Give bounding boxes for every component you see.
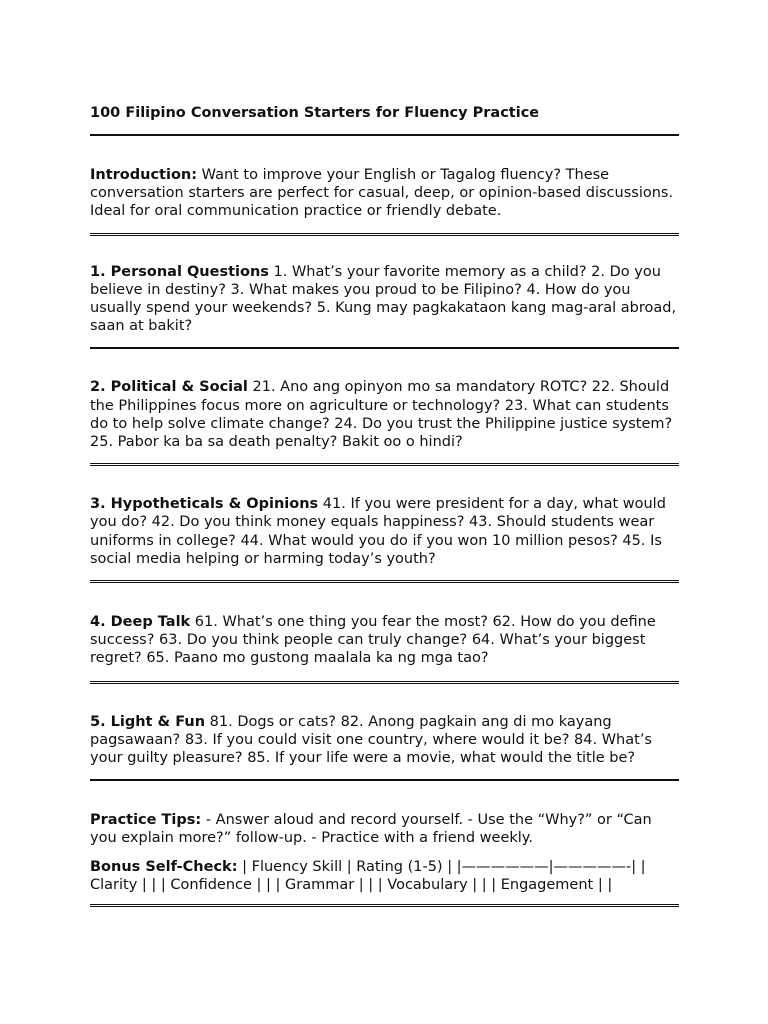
section-heading: 1. Personal Questions — [90, 263, 269, 280]
section-heading: 5. Light & Fun — [90, 713, 206, 730]
section-paragraph — [90, 378, 679, 451]
section-paragraph — [90, 613, 679, 668]
section-deep-talk — [90, 583, 679, 681]
section-political-social — [90, 349, 679, 463]
document-page — [90, 103, 679, 907]
tips-heading: Practice Tips: — [90, 812, 202, 829]
section-paragraph — [90, 495, 679, 568]
section-personal-questions — [90, 236, 679, 348]
divider-double — [90, 904, 679, 907]
intro-heading: Introduction: — [90, 167, 198, 183]
section-text: 81. Dogs or cats? 82. Anong pagkain ang di mo kayang pagsawaan? 83. If you could visit one country, where would it be? 84. What’s your guilty pleasure? 85. If your life were a movie, what would the title be? — [90, 713, 652, 767]
section-paragraph — [90, 263, 679, 336]
section-text: 21. Ano ang opinyon mo sa mandatory ROTC? 22. Should the Philippines focus more on agriculture or technology? 23. What can students do to help solve climate change? 24. Do you trust the Philippine justice system? 25. Pabor ka ba sa death penalty? Bakit oo o hindi? — [90, 379, 673, 451]
section-heading: 2. Political & Social — [90, 379, 248, 396]
section-text: 61. What’s one thing you fear the most? 62. How do you define success? 63. Do you think people can truly change? 64. What’s your biggest regret? 65. Paano mo gustong maalala ka ng mga tao? — [90, 614, 656, 667]
section-heading: 3. Hypotheticals & Opinions — [90, 496, 319, 513]
practice-tips-section — [90, 781, 679, 904]
tips-paragraph — [90, 811, 679, 847]
intro-section — [90, 136, 679, 233]
document-title: 100 Filipino Conversation Starters for Fluency Practice — [90, 105, 540, 121]
section-text: 1. What’s your favorite memory as a child? 2. Do you believe in destiny? 3. What makes you proud to be Filipino? 4. How do you usually spend your weekends? 5. Kung may pagkakataon kang mag-aral abroad, saan at bakit? — [90, 263, 677, 335]
intro-text: Want to improve your English or Tagalog fluency? These conversation starters are perfect for casual, deep, or opinion-based discussions. Ideal for oral communication practice or friendly debate. — [90, 167, 674, 220]
intro-paragraph — [90, 166, 679, 221]
section-paragraph — [90, 713, 679, 768]
section-hypotheticals-opinions — [90, 466, 679, 580]
bonus-heading: Bonus Self-Check: — [90, 858, 238, 875]
section-light-fun — [90, 684, 679, 780]
section-heading: 4. Deep Talk — [90, 614, 191, 631]
bonus-paragraph — [90, 858, 679, 894]
tips-text: - Answer aloud and record yourself. - Use the “Why?” or “Can you explain more?” follow-up. - Practice with a friend weekly. — [90, 812, 652, 847]
section-text: 41. If you were president for a day, what would you do? 42. Do you think money equals happiness? 43. Should students wear uniforms in college? 44. What would you do if you won 10 million pesos? 45. Is social media helping or harming today’s youth? — [90, 496, 666, 567]
bonus-text: | Fluency Skill | Rating (1-5) | |——————|—————-| | Clarity | | | Confidence | | | Grammar | | | Vocabulary | | | Engagement | | — [90, 858, 646, 893]
